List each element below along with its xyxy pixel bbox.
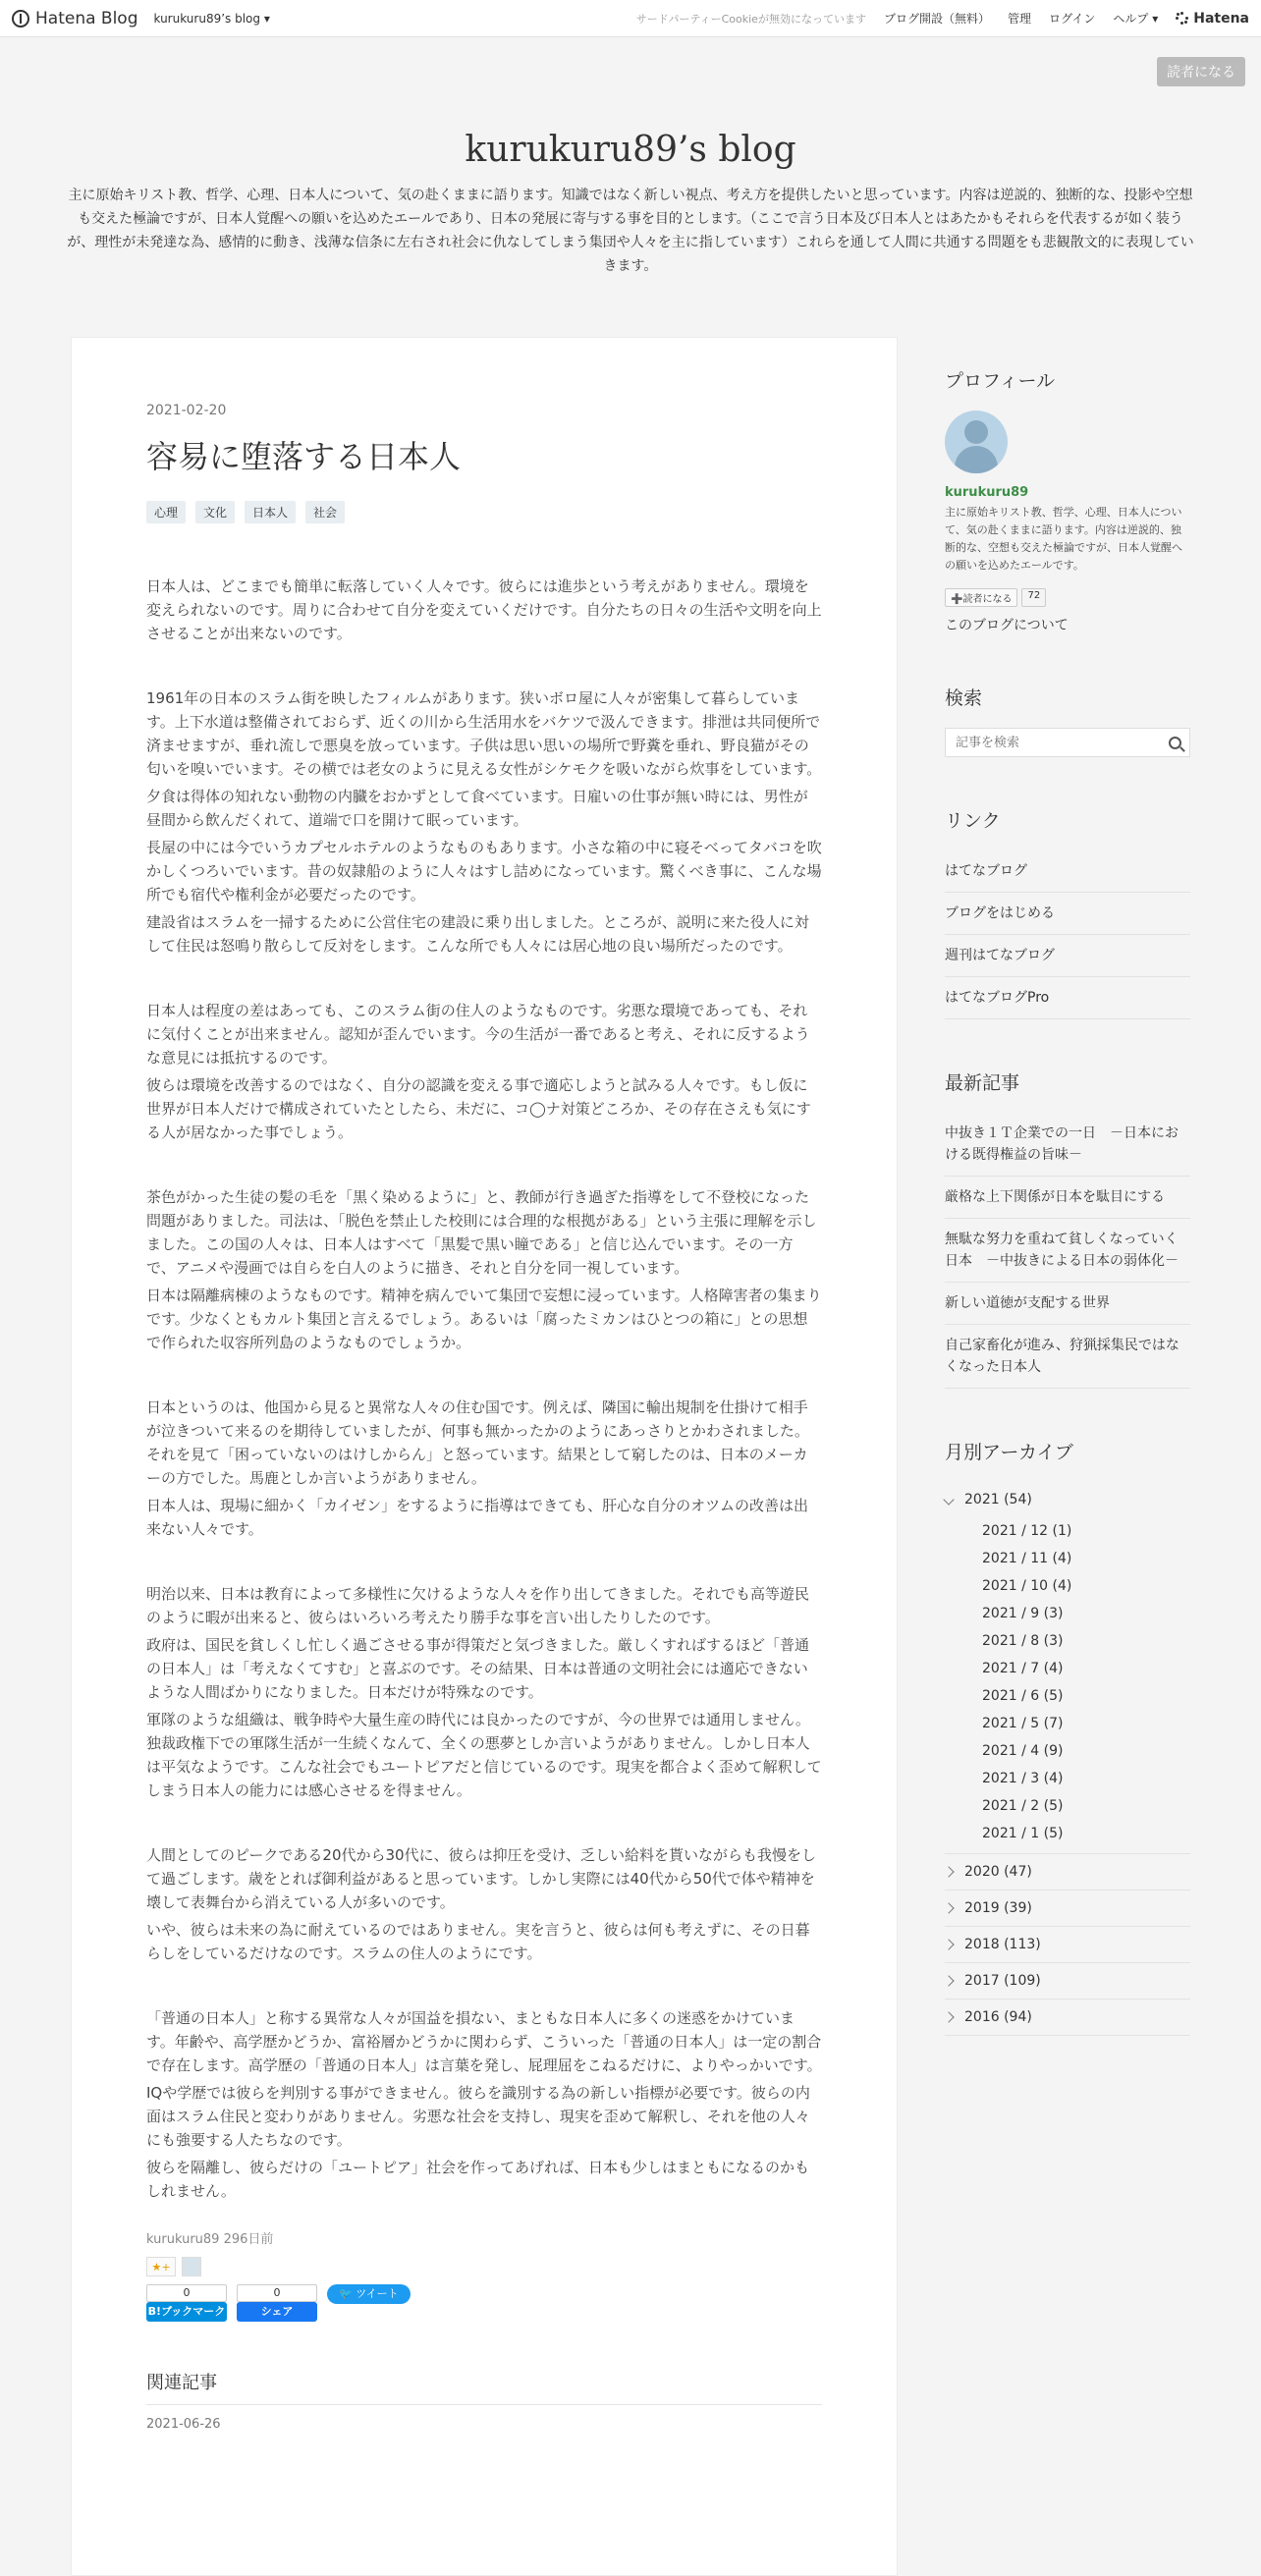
paragraph: 日本というのは、他国から見ると異常な人々の住む国です。例えば、隣国に輸出規制を仕掛けて相手が泣きついて来るのを期待していましたが、何事も無かったかのようにあっさりとかわされました。それを見て「困っていないのはけしからん」と怒っています。結果として窮したのは、日本のメーカーの方でした。馬鹿としか言いようがありません。 (146, 1398, 809, 1487)
archive-year-2019[interactable] (945, 1891, 1190, 1927)
search-input[interactable] (954, 735, 1169, 751)
chevron-right-icon (943, 1975, 954, 1986)
archive-months (945, 1517, 1190, 1854)
paragraph: 人間としてのピークである20代から30代に、彼らは抑圧を受け、乏しい給料を貰いながらも我慢をして過ごします。歳をとれば御利益があると思っています。しかし実際には40代から50代で体や精神を壊して表舞台から消えている人が多いのです。 (146, 1846, 816, 1911)
archive-year-label: 2016 (94) (964, 2009, 1032, 2025)
tweet-label: ツイート (356, 2287, 399, 2300)
tag-japanese[interactable]: 日本人 (245, 501, 296, 523)
profile-title: プロフィール (945, 370, 1056, 392)
blog-header (0, 37, 1261, 278)
links-module (945, 806, 1190, 1019)
login-link[interactable]: ログイン (1048, 12, 1096, 26)
paragraph: 明治以来、日本は教育によって多様性に欠けるような人々を作り出してきました。それでも高等遊民のように暇が出来ると、彼らはいろいろ考えたり勝手な事を言い出したりしたのです。 (146, 1585, 810, 1626)
archive-module (945, 1438, 1190, 2036)
archive-month[interactable]: 2021 / 10 (4) (982, 1578, 1072, 1594)
tag-culture[interactable]: 文化 (195, 501, 235, 523)
tag-society[interactable]: 社会 (305, 501, 345, 523)
sidebar (945, 337, 1190, 2576)
archive-year-label: 2019 (39) (964, 1900, 1032, 1916)
search-title: 検索 (945, 687, 983, 709)
hatena-blog-logo[interactable] (12, 9, 138, 28)
archive-month[interactable]: 2021 / 8 (3) (982, 1633, 1064, 1649)
archive-month[interactable]: 2021 / 7 (4) (982, 1661, 1064, 1676)
share-buttons (146, 2284, 822, 2322)
hatena-blog-logo-icon (12, 10, 29, 27)
archive-month[interactable]: 2021 / 6 (5) (982, 1688, 1064, 1704)
hatena-logo-text: Hatena (1193, 10, 1249, 27)
hatena-bookmark-count: 0 (146, 2284, 227, 2302)
entry-date[interactable]: 2021-02-20 (146, 403, 227, 418)
admin-link[interactable]: 管理 (1007, 12, 1031, 26)
hatena-logo[interactable] (1176, 11, 1249, 27)
facebook-share-button[interactable]: シェア (237, 2302, 317, 2322)
recent-entries-module (945, 1069, 1190, 1389)
avatar[interactable] (945, 411, 1008, 473)
chevron-right-icon (943, 2011, 954, 2022)
search-box (945, 728, 1190, 757)
related-entry-date[interactable]: 2021-06-26 (146, 2417, 221, 2432)
paragraph: 茶色がかった生徒の髪の毛を「黒く染めるように」と、教師が行き過ぎた指導をして不登校になった問題がありました。司法は、「脱色を禁止した校則には合理的な根拠がある」という主張に理解を示しました。この国の人々は、日本人はすべて「黒髪で黒い瞳である」と信じ込んでいます。その一方で、アニメや漫画では自らを白人のように描き、それと自分を同一視しています。 (146, 1188, 817, 1277)
subscribe-button[interactable]: 読者になる (1157, 57, 1245, 86)
paragraph: 彼らは環境を改善するのではなく、自分の認識を変える事で適応しようと試みる人々です。もし仮に世界が日本人だけで構成されていたとしたら、未だに、コ◯ナ対策どころか、その存在さえも気にする人が居なかった事でしょう。 (146, 1076, 811, 1141)
tweet-button[interactable]: 🐦 ツイート (327, 2284, 411, 2304)
link-hatena-blog[interactable]: はてなブログ (945, 850, 1190, 893)
link-hatena-blog-pro[interactable]: はてなブログPro (945, 977, 1190, 1019)
start-blog-link[interactable]: ブログ開設（無料） (883, 12, 990, 26)
search-module (945, 684, 1190, 757)
star-user-icon[interactable] (182, 2257, 201, 2276)
facebook-share-count: 0 (237, 2284, 317, 2302)
archive-month[interactable]: 2021 / 3 (4) (982, 1771, 1064, 1786)
chevron-right-icon (943, 1939, 954, 1949)
star-row (146, 2257, 822, 2276)
archive-year-2016[interactable] (945, 2000, 1190, 2036)
link-weekly-hatena-blog[interactable]: 週刊はてなブログ (945, 935, 1190, 977)
paragraph: 日本人は、どこまでも簡単に転落していく人々です。彼らには進歩という考えがありません。環境を変えられないのです。周りに合わせて自分を変えていくだけです。自分たちの日々の生活や文明を向上させることが出来ないのです。 (146, 577, 822, 642)
link-start-blog[interactable]: ブログをはじめる (945, 893, 1190, 935)
profile-description: 主に原始キリスト教、哲学、心理、日本人について、気の赴くままに語ります。内容は逆説的、独断的な、空想も交えた極論ですが、日本人覚醒への願いを込めたエールです。 (945, 506, 1182, 572)
chevron-right-icon (943, 1866, 954, 1877)
blog-title[interactable]: kurukuru89’s blog (465, 130, 796, 170)
search-icon[interactable] (1169, 737, 1181, 749)
about-blog-link[interactable]: このブログについて (945, 618, 1069, 633)
blog-menu-dropdown[interactable]: kurukuru89’s blog ▾ (153, 11, 270, 26)
paragraph: IQや学歴では彼らを判別する事ができません。彼らを識別する為の新しい指標が必要です。彼らの内面はスラム住民と変わりがありません。劣悪な社会を支持し、現実を歪めて解釈し、それを他の人々にも強要する人たちなのです。 (146, 2084, 810, 2149)
cookie-notice[interactable]: サードパーティーCookieが無効になっています (635, 12, 866, 26)
archive-month[interactable]: 2021 / 12 (1) (982, 1523, 1072, 1539)
help-dropdown[interactable]: ヘルプ ▾ (1113, 12, 1159, 26)
subscriber-count[interactable]: 72 (1021, 588, 1046, 607)
hatena-blog-logo-text: Hatena Blog (35, 8, 138, 28)
add-star-button[interactable]: ★+ (146, 2257, 176, 2276)
archive-month[interactable]: 2021 / 4 (9) (982, 1743, 1064, 1759)
paragraph: 日本人は程度の差はあっても、このスラム街の住人のようなものです。劣悪な環境であっても、それに気付くことが出来ません。認知が歪んでいます。今の生活が一番であると考え、それに反するような意見には抵抗するのです。 (146, 1002, 810, 1067)
entry-article (71, 337, 898, 2576)
archive-year-2017[interactable] (945, 1963, 1190, 2000)
chevron-right-icon (943, 1902, 954, 1913)
recent-entry[interactable]: 新しい道徳が支配する世界 (945, 1283, 1190, 1325)
archive-month[interactable]: 2021 / 9 (3) (982, 1606, 1064, 1621)
profile-module (945, 366, 1190, 634)
links-title: リンク (945, 810, 1001, 832)
hatena-bookmark-button[interactable]: B!ブックマーク (146, 2302, 227, 2322)
paragraph: 政府は、国民を貧しくし忙しく過ごさせる事が得策だと気づきました。厳しくすればするほど「普通の日本人」は「考えなくてすむ」と喜ぶのです。その結果、日本は普通の文明社会には適応できないような人間ばかりになりました。日本だけが特殊なのです。 (146, 1636, 810, 1701)
entry-title[interactable]: 容易に堕落する日本人 (146, 438, 462, 475)
archive-year-2020[interactable] (945, 1854, 1190, 1891)
archive-month[interactable]: 2021 / 1 (5) (982, 1826, 1064, 1841)
blog-description: 主に原始キリスト教、哲学、心理、日本人について、気の赴くままに語ります。知識ではなく新しい視点、考え方を提供したいと思っています。内容は逆説的、独断的な、投影や空想も交えた極論ですが、日本人覚醒への願いを込めたエールであり、日本の発展に寄与する事を目的とします。（ここで言う日本及び日本人とはあたかもそれらを代表するが如く装うが、理性が未発達な為、感情的に動き、浅薄な信条に左右され社会に仇なしてしまう集団や人々を主に指しています）これらを通して人間に共通する問題をも悲観散文的に表現していきます。 (67, 188, 1194, 274)
archive-year-label: 2021 (54) (964, 1492, 1032, 1507)
archive-year-label: 2020 (47) (964, 1864, 1032, 1880)
archive-year-label: 2017 (109) (964, 1973, 1041, 1989)
paragraph: 日本は隔離病棟のようなものです。精神を病んでいて集団で妄想に浸っています。人格障害者の集まりです。少なくともカルト集団と言えるでしょう。あるいは「腐ったミカンはひとつの箱に」との思想で作られた収容所列島のようなものでしょうか。 (146, 1287, 822, 1351)
paragraph: 軍隊のような組織は、戦争時や大量生産の時代には良かったのですが、今の世界では通用しません。独裁政権下での軍隊生活が一生続くなんて、全くの悪夢としか言いようがありません。しかし日本人は平気なようです。こんな社会でもユートピアだと信じているのです。現実を都合よく歪めて解釈してしまう日本人の能力には感心させるを得ません。 (146, 1711, 822, 1799)
archive-month[interactable]: 2021 / 5 (7) (982, 1716, 1064, 1731)
archive-month[interactable]: 2021 / 11 (4) (982, 1551, 1072, 1566)
paragraph: 建設省はスラムを一掃するために公営住宅の建設に乗り出しました。ところが、説明に来た役人に対して住民は怒鳴り散らして反対をします。こんな所でも人々には居心地の良い場所だったのです。 (146, 913, 809, 955)
paragraph: 長屋の中には今でいうカプセルホテルのようなものもあります。小さな箱の中に寝そべってタバコを吹かしくつろいでいます。昔の奴隷船のように人々はすし詰めになっています。驚くべき事に、こんな場所でも宿代や権利金が必要だったのです。 (146, 839, 822, 904)
recent-entry[interactable]: 自己家畜化が進み、狩猟採集民ではなくなった日本人 (945, 1325, 1190, 1389)
recent-title: 最新記事 (945, 1072, 1020, 1094)
subscribe-button-small-label: 読者になる (962, 594, 1013, 605)
profile-name[interactable]: kurukuru89 (945, 485, 1029, 500)
entry-tags (146, 501, 822, 523)
entry-body (146, 575, 822, 2203)
paragraph: 日本人は、現場に細かく「カイゼン」をするように指導はできても、肝心な自分のオツムの改善は出来ない人々です。 (146, 1497, 808, 1538)
archive-year-2018[interactable] (945, 1927, 1190, 1963)
top-navigation-bar (0, 0, 1261, 37)
paragraph: 「普通の日本人」と称する異常な人々が国益を損ない、まともな日本人に多くの迷惑をかけています。年齢や、高学歴かどうか、富裕層かどうかに関わらず、こういった「普通の日本人」は一定の割合で存在します。高学歴の「普通の日本人」は言葉を発し、屁理屈をこねるだけに、よりやっかいです。 (146, 2009, 822, 2074)
entry-footer-meta[interactable]: kurukuru89 296日前 (146, 2232, 274, 2247)
recent-entry[interactable]: 無駄な努力を重ねて貧しくなっていく日本 －中抜きによる日本の弱体化－ (945, 1219, 1190, 1283)
related-entries-title: 関連記事 (146, 2369, 822, 2405)
chevron-down-icon (943, 1494, 954, 1505)
recent-entry[interactable]: 厳格な上下関係が日本を駄目にする (945, 1177, 1190, 1219)
paragraph: 夕食は得体の知れない動物の内臓をおかずとして食べています。日雇いの仕事が無い時には、男性が昼間から飲んだくれて、道端で口を開けて眠っています。 (146, 788, 808, 829)
paragraph: いや、彼らは未来の為に耐えているのではありません。実を言うと、彼らは何も考えずに、その日暮らしをしているだけなのです。スラムの住人のようにです。 (146, 1921, 810, 1962)
hatena-dots-icon (1176, 12, 1189, 26)
paragraph: 彼らを隔離し、彼らだけの「ユートピア」社会を作ってあげれば、日本も少しはまともになるのかもしれません。 (146, 2159, 810, 2200)
tag-psychology[interactable]: 心理 (146, 501, 186, 523)
archive-month[interactable]: 2021 / 2 (5) (982, 1798, 1064, 1814)
paragraph: 1961年の日本のスラム街を映したフィルムがあります。狭いボロ屋に人々が密集して暮らしています。上下水道は整備されておらず、近くの川から生活用水をバケツで汲んできます。排泄は共同便所で済ませますが、垂れ流しで悪臭を放っています。子供は思い思いの場所で野糞を垂れ、野良猫がその匂いを嗅いでいます。その横では老女のように見える女性がシケモクを吸いながら炊事をしています。 (146, 689, 822, 778)
archive-year-label: 2018 (113) (964, 1937, 1041, 1952)
archive-year-2021[interactable] (945, 1482, 1190, 1517)
recent-entry[interactable]: 中抜き１Ｔ企業での一日 －日本における既得権益の旨味－ (945, 1113, 1190, 1177)
archive-title: 月別アーカイブ (945, 1442, 1073, 1463)
subscribe-button-small[interactable]: ➕読者になる (945, 588, 1017, 607)
